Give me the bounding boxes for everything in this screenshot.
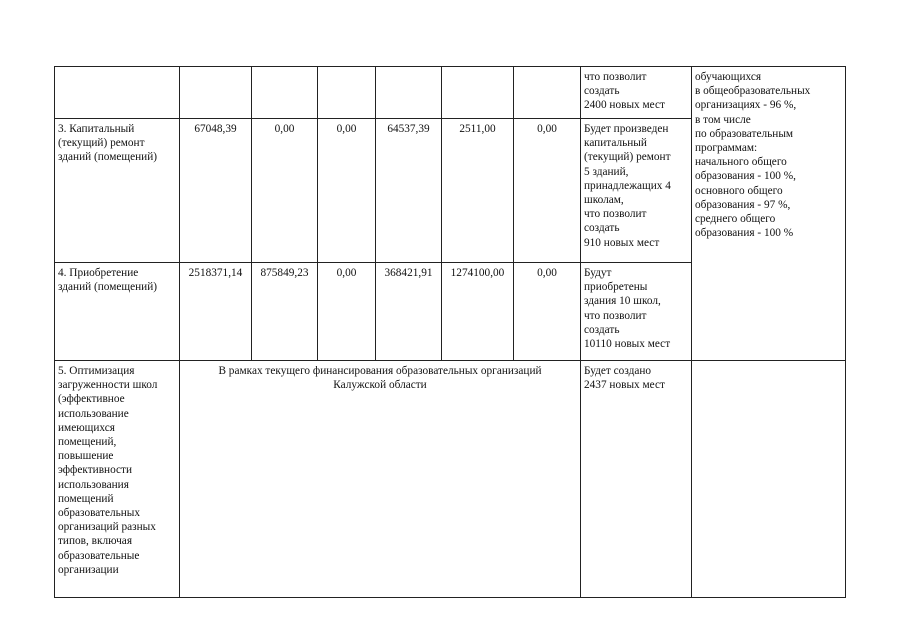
value-cell: 64537,39	[376, 119, 442, 263]
indicator-cell: обучающихся в общеобразовательных организациях - 96 %, в том числе по образовательным программам: начального общего образования - 100 %, основного общего образования - 97 %, среднего общего образования - 100 %	[692, 67, 846, 361]
result-cell: Будут приобретены здания 10 школ, что позволит создать 10110 новых мест	[581, 263, 692, 361]
value-cell: 0,00	[514, 263, 581, 361]
measure-name-cell: 5. Оптимизация загруженности школ (эффективное использование имеющихся помещений, повышение эффективности использования помещений образовательных организаций разных типов, включая образовательные организации	[55, 361, 180, 598]
value-cell	[252, 67, 318, 119]
value-cell: 2511,00	[442, 119, 514, 263]
value-cell: 0,00	[318, 119, 376, 263]
value-cell	[318, 67, 376, 119]
indicator-cell-empty	[692, 361, 846, 598]
result-cell: что позволит создать 2400 новых мест	[581, 67, 692, 119]
value-cell: 67048,39	[180, 119, 252, 263]
measure-name-cell: 4. Приобретение зданий (помещений)	[55, 263, 180, 361]
measure-name-cell	[55, 67, 180, 119]
table-row	[55, 361, 846, 598]
result-cell: Будет создано 2437 новых мест	[581, 361, 692, 598]
value-cell	[180, 67, 252, 119]
value-cell: 368421,91	[376, 263, 442, 361]
value-cell: 1274100,00	[442, 263, 514, 361]
value-cell: 2518371,14	[180, 263, 252, 361]
value-cell: 0,00	[252, 119, 318, 263]
table-row	[55, 67, 846, 119]
value-cell	[376, 67, 442, 119]
result-cell: Будет произведен капитальный (текущий) ремонт 5 зданий, принадлежащих 4 школам, что позволит создать 910 новых мест	[581, 119, 692, 263]
value-cell	[442, 67, 514, 119]
value-cell: 875849,23	[252, 263, 318, 361]
financing-note-cell: В рамках текущего финансирования образовательных организаций Калужской области	[180, 361, 581, 598]
value-cell	[514, 67, 581, 119]
value-cell: 0,00	[514, 119, 581, 263]
value-cell: 0,00	[318, 263, 376, 361]
measure-name-cell: 3. Капитальный (текущий) ремонт зданий (помещений)	[55, 119, 180, 263]
program-measures-table	[54, 66, 846, 598]
